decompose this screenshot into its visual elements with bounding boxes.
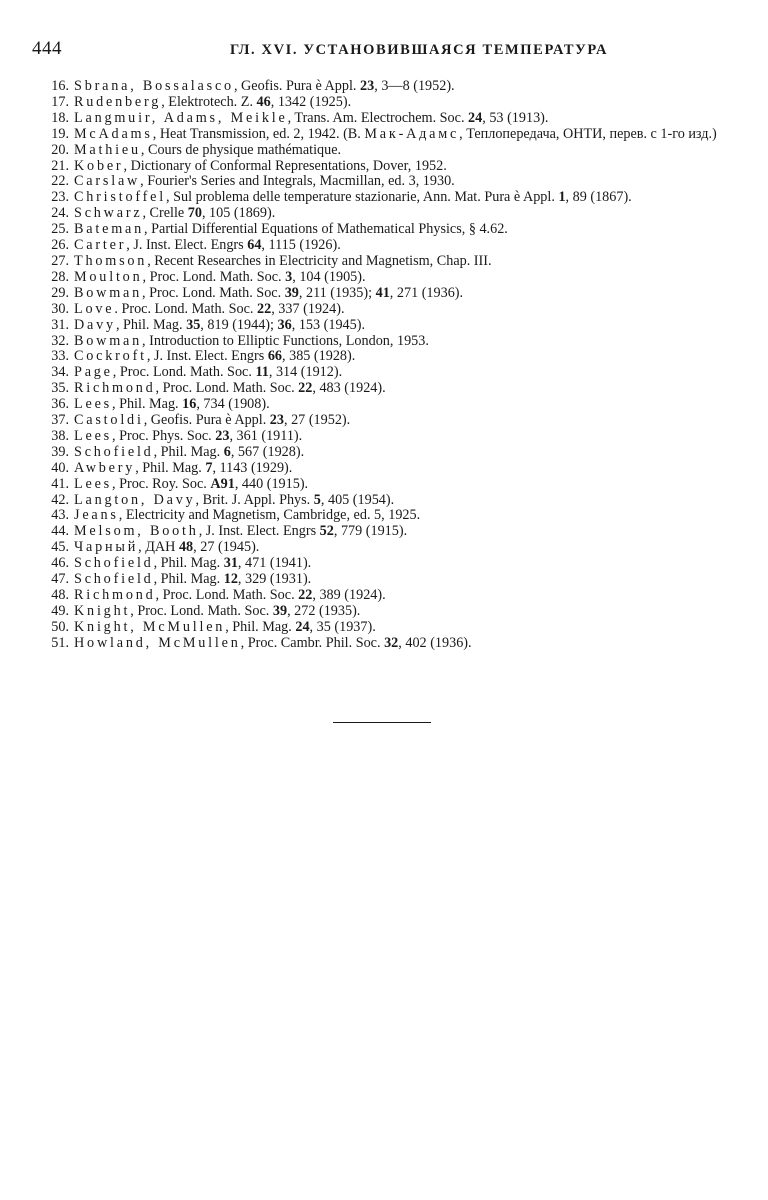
running-head: ГЛ. XVI. УСТАНОВИВШАЯСЯ ТЕМПЕРАТУРА bbox=[230, 42, 609, 58]
reference-citation: , 1342 (1925). bbox=[270, 93, 352, 110]
reference-number: 26. bbox=[51, 237, 69, 254]
reference-text bbox=[74, 238, 734, 254]
reference-item bbox=[32, 206, 734, 222]
reference-item bbox=[32, 143, 734, 159]
reference-item bbox=[32, 540, 734, 556]
reference-citation: , Phil. Mag. bbox=[225, 618, 296, 635]
reference-author: Чарный bbox=[74, 539, 139, 556]
reference-number: 46. bbox=[51, 555, 69, 572]
reference-citation: , Elektrotech. Z. bbox=[161, 93, 257, 110]
reference-volume: 70 bbox=[187, 205, 202, 222]
reference-number: 19. bbox=[51, 125, 69, 142]
reference-text bbox=[74, 620, 734, 636]
reference-citation: , Cours de physique mathématique. bbox=[140, 141, 342, 158]
reference-volume: 23 bbox=[269, 412, 284, 429]
reference-item bbox=[32, 636, 734, 652]
reference-citation: , J. Inst. Elect. Engrs bbox=[146, 348, 268, 365]
reference-citation: , 53 (1913). bbox=[482, 109, 549, 126]
reference-author: Bowman bbox=[74, 332, 143, 349]
reference-citation: , Proc. Lond. Math. Soc. bbox=[142, 284, 285, 301]
reference-citation: , Proc. Lond. Math. Soc. bbox=[155, 380, 299, 397]
reference-volume: 39 bbox=[272, 602, 288, 619]
reference-citation: , Crelle bbox=[142, 205, 188, 222]
reference-volume: 22 bbox=[298, 587, 313, 603]
reference-text bbox=[74, 349, 734, 365]
reference-citation: , Trans. Am. Electrochem. Soc. bbox=[287, 109, 469, 126]
reference-text bbox=[74, 588, 734, 604]
reference-author: Page bbox=[74, 364, 113, 381]
reference-text bbox=[74, 79, 734, 95]
reference-item bbox=[32, 222, 734, 238]
reference-item bbox=[32, 95, 734, 111]
reference-item bbox=[32, 556, 734, 572]
reference-number: 20. bbox=[51, 141, 69, 158]
reference-item bbox=[32, 413, 734, 429]
reference-citation: , 361 (1911). bbox=[229, 427, 303, 444]
reference-citation: , Sul problema delle temperature stazionarie, Ann. Mat. Pura è Appl. bbox=[166, 189, 559, 206]
reference-citation: , 35 (1937). bbox=[309, 618, 376, 635]
reference-citation: , Brit. J. Appl. Phys. bbox=[195, 491, 314, 508]
reference-item bbox=[32, 79, 734, 95]
reference-text bbox=[74, 540, 734, 556]
reference-text bbox=[74, 556, 734, 572]
reference-author: Schwarz bbox=[74, 205, 143, 222]
reference-text bbox=[74, 524, 734, 540]
reference-citation: , Теплопередача, ОНТИ, перев. с 1-го изд.) bbox=[459, 125, 717, 142]
reference-text bbox=[74, 429, 734, 445]
reference-citation: , 329 (1931). bbox=[237, 571, 312, 588]
reference-number: 17. bbox=[51, 93, 69, 110]
reference-citation: , 153 (1945). bbox=[291, 316, 366, 333]
reference-citation: , Proc. Phys. Soc. bbox=[111, 427, 216, 444]
reference-citation: , 1115 (1926). bbox=[261, 237, 341, 254]
reference-author: Schofield bbox=[74, 555, 154, 572]
reference-author: Awbery bbox=[74, 459, 136, 476]
reference-volume: 24 bbox=[468, 109, 483, 126]
reference-citation: , 314 (1912). bbox=[268, 364, 343, 381]
reference-item bbox=[32, 461, 734, 477]
reference-number: 18. bbox=[51, 109, 69, 126]
reference-number: 27. bbox=[51, 252, 69, 269]
reference-volume: 23 bbox=[360, 78, 375, 94]
reference-author: Richmond bbox=[74, 380, 156, 397]
reference-text bbox=[74, 286, 734, 302]
reference-text bbox=[74, 111, 734, 127]
reference-number: 36. bbox=[51, 396, 69, 413]
reference-volume: 48 bbox=[178, 539, 194, 556]
reference-citation: , 471 (1941). bbox=[237, 555, 312, 572]
reference-volume: 66 bbox=[267, 348, 282, 365]
reference-item bbox=[32, 254, 734, 270]
reference-citation: , Geofis. Pura è Appl. bbox=[143, 412, 270, 429]
reference-author: Moulton bbox=[74, 268, 143, 285]
reference-text bbox=[74, 461, 734, 477]
reference-text bbox=[74, 222, 734, 238]
reference-citation: , Phil. Mag. bbox=[153, 571, 224, 588]
reference-text bbox=[74, 477, 734, 493]
reference-item bbox=[32, 477, 734, 493]
reference-citation: , 402 (1936). bbox=[398, 634, 472, 651]
reference-author: Мак-Адамс bbox=[364, 125, 460, 142]
reference-item bbox=[32, 381, 734, 397]
reference-author: Cockroft bbox=[74, 348, 147, 365]
reference-number: 40. bbox=[51, 459, 69, 476]
reference-text bbox=[74, 174, 734, 190]
reference-author: Mathieu bbox=[74, 141, 141, 158]
reference-citation: , J. Inst. Elect. Engrs bbox=[198, 523, 320, 540]
reference-item bbox=[32, 445, 734, 461]
reference-number: 31. bbox=[51, 316, 69, 333]
reference-number: 49. bbox=[51, 602, 69, 619]
reference-author: Carslaw bbox=[74, 173, 141, 190]
reference-author: Melsom, Booth bbox=[74, 523, 199, 540]
reference-item bbox=[32, 349, 734, 365]
reference-text bbox=[74, 270, 734, 286]
reference-citation: , 89 (1867). bbox=[565, 189, 632, 206]
reference-text bbox=[74, 159, 734, 175]
reference-item bbox=[32, 604, 734, 620]
reference-number: 45. bbox=[51, 539, 69, 556]
reference-text bbox=[74, 508, 734, 524]
reference-author: Rudenberg bbox=[74, 93, 162, 110]
reference-author: Richmond bbox=[74, 587, 156, 603]
reference-volume: 41 bbox=[375, 284, 390, 301]
reference-text bbox=[74, 365, 734, 381]
reference-volume: 22 bbox=[298, 380, 313, 397]
reference-author: Bowman bbox=[74, 284, 143, 301]
reference-citation: , Partial Differential Equations of Mathematical Physics, § 4.62. bbox=[144, 221, 508, 238]
reference-number: 47. bbox=[51, 571, 69, 588]
reference-citation: , 483 (1924). bbox=[312, 380, 386, 397]
reference-number: 24. bbox=[51, 205, 69, 222]
reference-item bbox=[32, 286, 734, 302]
reference-author: Langton, Davy bbox=[74, 491, 196, 508]
reference-item bbox=[32, 302, 734, 318]
reference-volume: 36 bbox=[277, 316, 292, 333]
reference-author: Christoffel bbox=[74, 189, 167, 206]
reference-item bbox=[32, 111, 734, 127]
reference-item bbox=[32, 127, 734, 143]
reference-item bbox=[32, 365, 734, 381]
reference-text bbox=[74, 127, 734, 143]
reference-citation: , Fourier's Series and Integrals, Macmillan, ed. 3, 1930. bbox=[140, 173, 455, 190]
reference-number: 43. bbox=[51, 507, 69, 524]
reference-volume: 1 bbox=[558, 189, 566, 206]
reference-citation: , Recent Researches in Electricity and Magnetism, Chap. III. bbox=[147, 252, 492, 269]
reference-text bbox=[74, 143, 734, 159]
reference-citation: , 3—8 (1952). bbox=[374, 78, 455, 94]
reference-item bbox=[32, 318, 734, 334]
reference-text bbox=[74, 413, 734, 429]
reference-author: Knight bbox=[74, 602, 131, 619]
reference-number: 25. bbox=[51, 221, 69, 238]
reference-citation: , Proc. Lond. Math. Soc. bbox=[155, 587, 299, 603]
reference-number: 44. bbox=[51, 523, 69, 540]
reference-citation: , Introduction to Elliptic Functions, London, 1953. bbox=[142, 332, 429, 349]
reference-number: 32. bbox=[51, 332, 69, 349]
reference-item bbox=[32, 238, 734, 254]
reference-number: 33. bbox=[51, 348, 69, 365]
reference-item bbox=[32, 334, 734, 350]
reference-author: Sbrana, Bossalasco bbox=[74, 78, 234, 94]
reference-author: McAdams bbox=[74, 125, 153, 142]
reference-citation: , 389 (1924). bbox=[312, 587, 386, 603]
reference-author: Bateman bbox=[74, 221, 145, 238]
reference-volume: 7 bbox=[205, 459, 213, 476]
reference-citation: , Proc. Roy. Soc. bbox=[111, 475, 211, 492]
reference-author: Love bbox=[74, 300, 115, 317]
reference-citation: . Proc. Lond. Math. Soc. bbox=[114, 300, 258, 317]
reference-author: Jeans bbox=[74, 507, 119, 524]
reference-author: Schofield bbox=[74, 571, 154, 588]
reference-citation: , Phil. Mag. bbox=[153, 555, 224, 572]
reference-citation: , Proc. Lond. Math. Soc. bbox=[142, 268, 286, 285]
reference-citation: , Phil. Mag. bbox=[153, 443, 224, 460]
reference-citation: , 272 (1935). bbox=[287, 602, 361, 619]
reference-number: 16. bbox=[51, 78, 69, 94]
page-number: 444 bbox=[32, 38, 62, 59]
reference-volume: 23 bbox=[215, 427, 230, 444]
reference-number: 51. bbox=[51, 634, 69, 651]
page-header bbox=[32, 38, 732, 66]
reference-author: Thomson bbox=[74, 252, 148, 269]
reference-item bbox=[32, 588, 734, 604]
reference-number: 21. bbox=[51, 157, 69, 174]
reference-number: 41. bbox=[51, 475, 69, 492]
reference-number: 38. bbox=[51, 427, 69, 444]
reference-number: 22. bbox=[51, 173, 69, 190]
reference-item bbox=[32, 524, 734, 540]
reference-citation: , 440 (1915). bbox=[234, 475, 309, 492]
reference-text bbox=[74, 636, 734, 652]
reference-volume: 5 bbox=[313, 491, 321, 508]
reference-author: Castoldi bbox=[74, 412, 144, 429]
reference-citation: , 385 (1928). bbox=[282, 348, 356, 365]
reference-number: 29. bbox=[51, 284, 69, 301]
reference-item bbox=[32, 493, 734, 509]
reference-citation: , Proc. Lond. Math. Soc. bbox=[130, 602, 273, 619]
reference-citation: , 405 (1954). bbox=[320, 491, 395, 508]
reference-volume: 52 bbox=[319, 523, 334, 540]
reference-citation: , Phil. Mag. bbox=[111, 396, 183, 413]
reference-volume: 6 bbox=[223, 443, 231, 460]
reference-text bbox=[74, 206, 734, 222]
reference-text bbox=[74, 190, 734, 206]
reference-author: Lees bbox=[74, 396, 112, 413]
reference-volume: 24 bbox=[295, 618, 310, 635]
reference-text bbox=[74, 318, 734, 334]
reference-item bbox=[32, 270, 734, 286]
reference-volume: 12 bbox=[223, 571, 238, 588]
reference-number: 39. bbox=[51, 443, 69, 460]
reference-item bbox=[32, 572, 734, 588]
reference-item bbox=[32, 190, 734, 206]
reference-citation: , 1143 (1929). bbox=[212, 459, 293, 476]
reference-item bbox=[32, 620, 734, 636]
reference-text bbox=[74, 604, 734, 620]
reference-text bbox=[74, 493, 734, 509]
reference-citation: , 105 (1869). bbox=[201, 205, 276, 222]
reference-item bbox=[32, 397, 734, 413]
reference-author: Lees bbox=[74, 475, 112, 492]
reference-number: 28. bbox=[51, 268, 69, 285]
reference-volume: 46 bbox=[256, 93, 271, 110]
reference-volume: 22 bbox=[257, 300, 272, 317]
reference-citation: , 567 (1928). bbox=[230, 443, 305, 460]
reference-text bbox=[74, 95, 734, 111]
reference-citation: , 271 (1936). bbox=[389, 284, 464, 301]
reference-item bbox=[32, 174, 734, 190]
reference-citation: , Proc. Lond. Math. Soc. bbox=[112, 364, 256, 381]
reference-author: Howland, McMullen bbox=[74, 634, 241, 651]
reference-citation: , Electricity and Magnetism, Cambridge, ed. 5, 1925. bbox=[118, 507, 421, 524]
reference-list bbox=[32, 79, 734, 652]
reference-number: 48. bbox=[51, 587, 69, 603]
reference-author: Langmuir, Adams, Meikle bbox=[74, 109, 288, 126]
reference-citation: , Phil. Mag. bbox=[115, 316, 187, 333]
reference-citation: , 337 (1924). bbox=[271, 300, 345, 317]
reference-citation: , Geofis. Pura è Appl. bbox=[233, 78, 361, 94]
reference-volume: 11 bbox=[255, 364, 269, 381]
reference-author: Knight, McMullen bbox=[74, 618, 226, 635]
reference-author: Kober bbox=[74, 157, 124, 174]
reference-volume: A91 bbox=[210, 475, 235, 492]
reference-number: 42. bbox=[51, 491, 69, 508]
reference-number: 35. bbox=[51, 380, 69, 397]
reference-volume: 39 bbox=[284, 284, 299, 301]
reference-citation: , 104 (1905). bbox=[292, 268, 366, 285]
reference-citation: , 211 (1935); bbox=[298, 284, 376, 301]
reference-citation: , 734 (1908). bbox=[196, 396, 270, 413]
reference-author: Schofield bbox=[74, 443, 154, 460]
reference-citation: , J. Inst. Elect. Engrs bbox=[126, 237, 248, 254]
reference-citation: , Dictionary of Conformal Representations, Dover, 1952. bbox=[123, 157, 447, 174]
reference-author: Davy bbox=[74, 316, 116, 333]
reference-citation: , Proc. Cambr. Phil. Soc. bbox=[240, 634, 385, 651]
reference-item bbox=[32, 429, 734, 445]
reference-volume: 35 bbox=[186, 316, 201, 333]
reference-citation: , 779 (1915). bbox=[333, 523, 408, 540]
reference-number: 37. bbox=[51, 412, 69, 429]
reference-author: Lees bbox=[74, 427, 112, 444]
reference-item bbox=[32, 159, 734, 175]
reference-text bbox=[74, 254, 734, 270]
reference-volume: 3 bbox=[285, 268, 293, 285]
reference-text bbox=[74, 397, 734, 413]
reference-citation: , ДАН bbox=[138, 539, 179, 556]
reference-citation: , 819 (1944); bbox=[200, 316, 278, 333]
reference-item bbox=[32, 508, 734, 524]
reference-volume: 32 bbox=[384, 634, 399, 651]
reference-number: 30. bbox=[51, 300, 69, 317]
reference-citation: , Heat Transmission, ed. 2, 1942. (В. bbox=[152, 125, 365, 142]
reference-volume: 31 bbox=[223, 555, 238, 572]
reference-number: 23. bbox=[51, 189, 69, 206]
reference-number: 34. bbox=[51, 364, 69, 381]
reference-text bbox=[74, 302, 734, 318]
reference-volume: 64 bbox=[247, 237, 262, 254]
reference-citation: , 27 (1952). bbox=[283, 412, 351, 429]
reference-volume: 16 bbox=[182, 396, 197, 413]
reference-citation: , Phil. Mag. bbox=[135, 459, 206, 476]
end-rule bbox=[333, 722, 431, 723]
reference-citation: , 27 (1945). bbox=[193, 539, 260, 556]
reference-text bbox=[74, 572, 734, 588]
reference-text bbox=[74, 445, 734, 461]
reference-text bbox=[74, 334, 734, 350]
reference-author: Carter bbox=[74, 237, 127, 254]
reference-text bbox=[74, 381, 734, 397]
reference-number: 50. bbox=[51, 618, 69, 635]
